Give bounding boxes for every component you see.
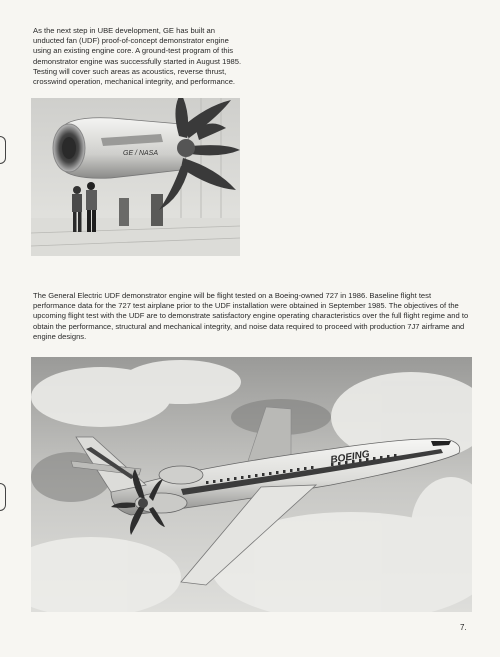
- binder-ring-mark: [0, 136, 6, 164]
- fuselage-marking-text: BOEING: [329, 448, 371, 466]
- flight-test-paragraph: The General Electric UDF demonstrator engine will be flight tested on a Boeing-owned 727 in 1986. Baseline flight test performance data for the 727 test airplane prior to the UDF installation were obtained in September 1985. The objectives of the upcoming flight test with the UDF are to demonstrate satisfactory engine operating characteristics over the full flight regime and to obtain the performance, structural and mechanical integrity, and noise data required to proceed with production 7J7 airframe and engine designs.: [33, 291, 469, 341]
- engine-photo-illustration: [31, 98, 240, 256]
- binder-ring-mark: [0, 483, 6, 511]
- aircraft-illustration: [31, 357, 472, 612]
- boeing-727-udf-flight-illustration: [31, 357, 472, 612]
- intro-paragraph: As the next step in UBE development, GE has built an unducted fan (UDF) proof-of-concept demonstrator engine using an existing engine core. A ground-test program of this demonstrator engine was successfully started in August 1985. Testing will cover such areas as acoustics, reverse thrust, crosswind operation, mechanical integrity, and performance.: [33, 26, 242, 87]
- udf-engine-ground-test-photo: [31, 98, 240, 256]
- page-number: 7.: [460, 623, 467, 632]
- engine-marking-text: GE / NASA: [123, 150, 159, 157]
